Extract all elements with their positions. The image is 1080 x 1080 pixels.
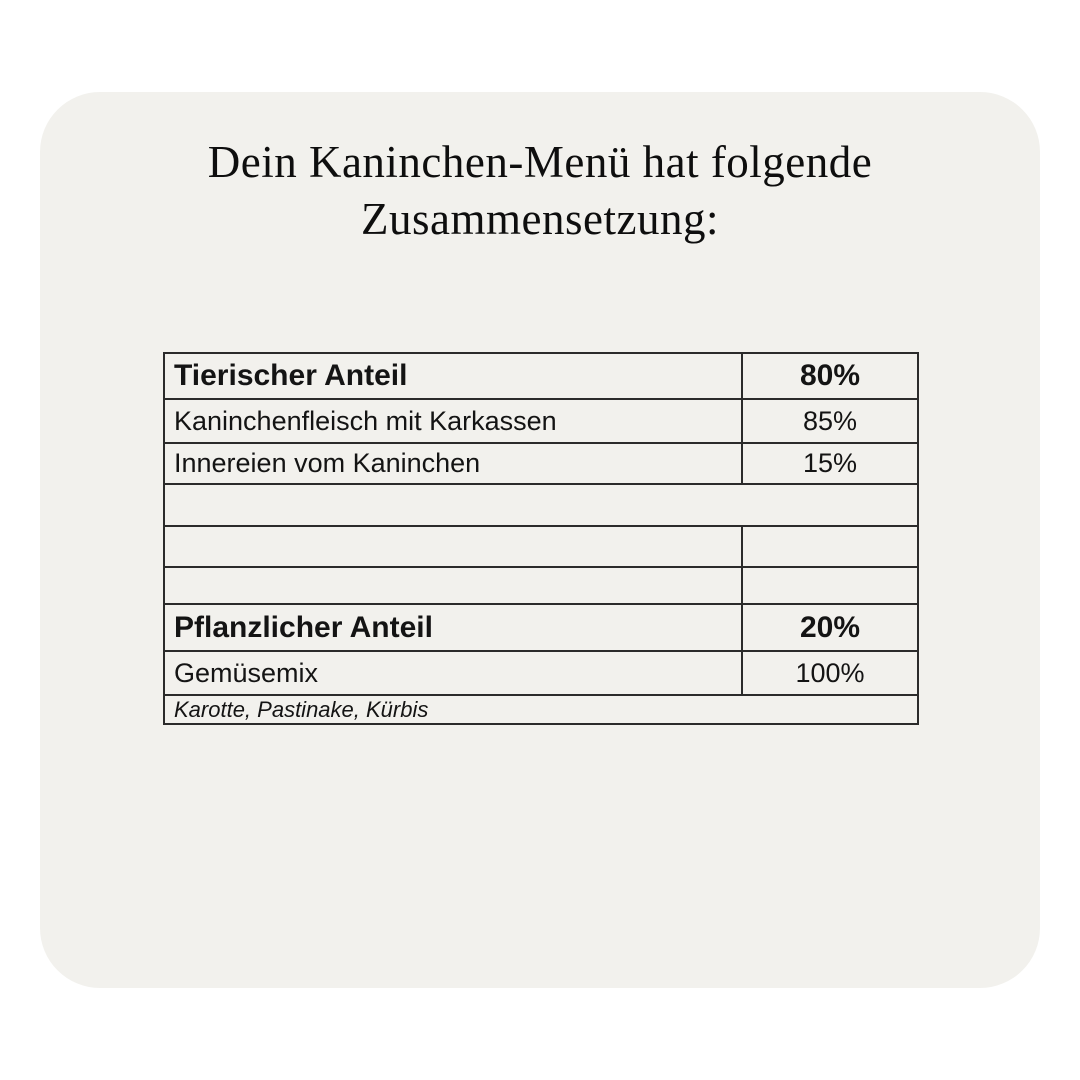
row-label-cell: Pflanzlicher Anteil xyxy=(164,604,742,651)
table-row-pflanzlicher-anteil xyxy=(164,604,918,651)
content-card xyxy=(40,92,1040,988)
row-label-cell xyxy=(164,526,742,567)
row-label-cell: Innereien vom Kaninchen xyxy=(164,443,742,484)
page-title-line-2: Zusammensetzung: xyxy=(361,194,719,244)
row-value-cell: 15% xyxy=(742,443,918,484)
table-row-empty xyxy=(164,526,918,567)
row-label-cell: Gemüsemix xyxy=(164,651,742,695)
empty-spanned-cell xyxy=(164,484,918,526)
gemuese-details-cell: Karotte, Pastinake, Kürbis xyxy=(164,695,918,724)
table-row-innereien xyxy=(164,443,918,484)
row-value-cell xyxy=(742,526,918,567)
page-title xyxy=(40,134,1040,248)
row-label-cell xyxy=(164,567,742,604)
row-value-cell: 20% xyxy=(742,604,918,651)
composition-table-wrapper xyxy=(163,352,919,725)
row-value-cell: 85% xyxy=(742,399,918,443)
table-row-gemuese-details xyxy=(164,695,918,724)
row-value-cell: 100% xyxy=(742,651,918,695)
table-row-gemuesemix xyxy=(164,651,918,695)
page-title-line-1: Dein Kaninchen-Menü hat folgende xyxy=(207,137,873,187)
table-row-empty-spanned xyxy=(164,484,918,526)
table-row-empty xyxy=(164,567,918,604)
row-label-cell: Kaninchenfleisch mit Karkassen xyxy=(164,399,742,443)
composition-table xyxy=(163,352,919,725)
table-row-kaninchenfleisch xyxy=(164,399,918,443)
row-value-cell: 80% xyxy=(742,353,918,399)
table-row-tierischer-anteil xyxy=(164,353,918,399)
row-label-cell: Tierischer Anteil xyxy=(164,353,742,399)
row-value-cell xyxy=(742,567,918,604)
